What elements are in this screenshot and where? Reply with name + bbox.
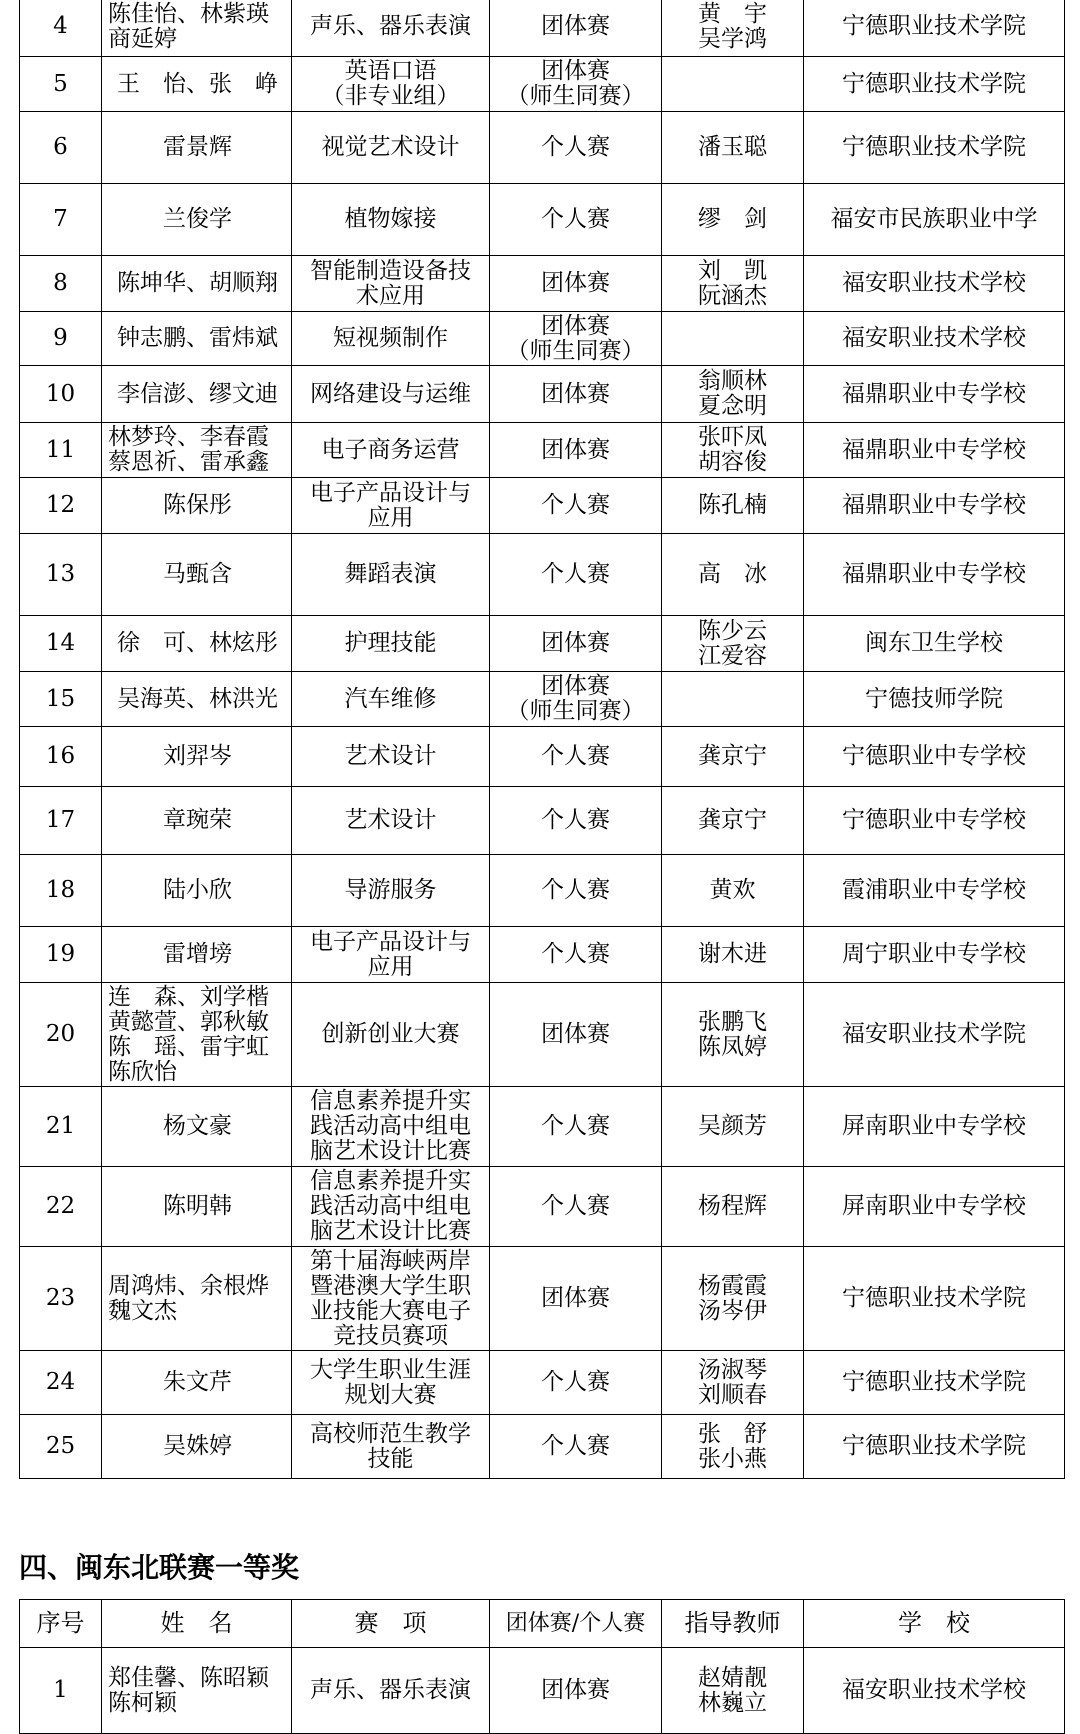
cell-teachers-line: 陈少云 xyxy=(698,617,767,644)
cell-names-line: 陈明韩 xyxy=(163,1193,232,1219)
cell-school: 福安职业技术学校 xyxy=(804,1648,1065,1734)
cell-names-line: 蔡恩祈、雷承鑫 xyxy=(108,449,269,475)
awards-table xyxy=(19,0,1065,1479)
cell-school: 闽东卫生学校 xyxy=(804,616,1065,672)
cell-teachers xyxy=(662,1167,804,1247)
cell-type-line: 个人赛 xyxy=(541,1113,610,1139)
cell-school: 福安市民族职业中学 xyxy=(804,184,1065,256)
cell-event-line: 践活动高中组电 xyxy=(310,1193,471,1219)
cell-event-line: 植物嫁接 xyxy=(344,206,437,232)
cell-type xyxy=(490,855,662,927)
table-row xyxy=(20,312,1065,366)
cell-event-line: 电子产品设计与 xyxy=(310,928,471,955)
cell-event-line: 电子商务运营 xyxy=(321,436,460,463)
cell-event xyxy=(292,1351,490,1415)
cell-event xyxy=(292,727,490,787)
cell-teachers xyxy=(662,423,804,478)
cell-names-line: 雷景辉 xyxy=(163,134,232,160)
cell-names xyxy=(102,423,292,478)
cell-event-line: 脑艺术设计比赛 xyxy=(310,1218,471,1244)
cell-names-line: 陈佳怡、林紫瑛 xyxy=(108,0,269,27)
cell-school: 周宁职业中专学校 xyxy=(804,927,1065,983)
cell-school: 宁德职业技术学院 xyxy=(804,0,1065,57)
cell-names-line: 李信澎、缪文迪 xyxy=(117,380,278,407)
cell-event-line: 网络建设与运维 xyxy=(310,380,471,407)
cell-names xyxy=(102,184,292,256)
cell-teachers-line: 赵婧靓 xyxy=(698,1664,767,1691)
cell-names xyxy=(102,0,292,57)
cell-names-line: 雷增塝 xyxy=(163,941,232,967)
cell-school: 宁德职业技术学院 xyxy=(804,1247,1065,1351)
cell-names-line: 陈欣怡 xyxy=(108,1058,177,1085)
cell-no: 12 xyxy=(20,478,102,534)
cell-event xyxy=(292,787,490,855)
cell-names xyxy=(102,112,292,184)
table-row xyxy=(20,855,1065,927)
cell-names xyxy=(102,366,292,423)
cell-teachers xyxy=(662,1415,804,1479)
cell-teachers xyxy=(662,927,804,983)
cell-teachers-line: 胡容俊 xyxy=(698,449,767,475)
cell-names-line: 黄懿萱、郭秋敏 xyxy=(108,1008,269,1035)
cell-names xyxy=(102,1351,292,1415)
cell-names-line: 魏文杰 xyxy=(108,1297,177,1324)
cell-event xyxy=(292,57,490,112)
cell-teachers xyxy=(662,855,804,927)
cell-no: 5 xyxy=(20,57,102,112)
cell-school: 霞浦职业中专学校 xyxy=(804,855,1065,927)
cell-type xyxy=(490,1167,662,1247)
header-event: 赛 项 xyxy=(292,1600,490,1648)
cell-teachers-line: 黄 宇 xyxy=(698,0,767,27)
cell-names-line: 兰俊学 xyxy=(163,206,232,232)
cell-type xyxy=(490,423,662,478)
cell-type-line: 团体赛 xyxy=(541,380,610,407)
cell-type-line: 团体赛 xyxy=(541,270,610,296)
cell-names xyxy=(102,256,292,312)
cell-teachers-line: 吴颜芳 xyxy=(698,1113,767,1139)
cell-type-line: 团体赛 xyxy=(541,1285,610,1311)
cell-names-line: 朱文芹 xyxy=(163,1369,232,1395)
cell-event xyxy=(292,1247,490,1351)
cell-event xyxy=(292,256,490,312)
cell-type xyxy=(490,478,662,534)
cell-event-line: 应用 xyxy=(367,953,414,980)
cell-teachers xyxy=(662,787,804,855)
cell-event-line: 艺术设计 xyxy=(344,743,437,769)
cell-teachers-line: 龚京宁 xyxy=(698,807,767,833)
cell-type-line: 个人赛 xyxy=(541,492,610,518)
cell-event-line: 艺术设计 xyxy=(344,807,437,833)
cell-type-line: 团体赛 xyxy=(541,312,610,339)
cell-names xyxy=(102,57,292,112)
cell-names-line: 陈坤华、胡顺翔 xyxy=(117,270,278,296)
cell-teachers xyxy=(662,57,804,112)
cell-type xyxy=(490,184,662,256)
table-row xyxy=(20,1087,1065,1167)
table-row xyxy=(20,1415,1065,1479)
cell-school: 宁德职业中专学校 xyxy=(804,787,1065,855)
cell-event-line: 舞蹈表演 xyxy=(344,561,437,587)
cell-type xyxy=(490,1247,662,1351)
cell-teachers-line: 谢木进 xyxy=(698,941,767,967)
cell-type xyxy=(490,1351,662,1415)
cell-no: 9 xyxy=(20,312,102,366)
cell-no: 15 xyxy=(20,672,102,727)
cell-type xyxy=(490,0,662,57)
cell-names xyxy=(102,927,292,983)
cell-teachers-line: 潘玉聪 xyxy=(698,134,767,160)
cell-school: 宁德职业技术学院 xyxy=(804,1415,1065,1479)
cell-type-line: 个人赛 xyxy=(541,743,610,769)
cell-event-line: （非专业组） xyxy=(321,83,460,109)
cell-school: 福安职业技术学院 xyxy=(804,983,1065,1087)
cell-event-line: 术应用 xyxy=(356,282,425,309)
cell-event-line: 践活动高中组电 xyxy=(310,1113,471,1139)
cell-teachers-line: 阮涵杰 xyxy=(698,282,767,309)
cell-teachers-line: 汤岑伊 xyxy=(698,1297,767,1324)
cell-teachers xyxy=(662,366,804,423)
section-heading: 四、闽东北联赛一等奖 xyxy=(19,1551,300,1584)
cell-names-line: 周鸿炜、余根烨 xyxy=(108,1272,269,1299)
cell-event-line: 智能制造设备技 xyxy=(310,257,471,284)
cell-names xyxy=(102,1087,292,1167)
cell-teachers xyxy=(662,0,804,57)
first-prize-table-body xyxy=(20,1648,1065,1734)
cell-teachers-line: 杨程辉 xyxy=(698,1193,767,1219)
cell-event xyxy=(292,184,490,256)
header-teachers: 指导教师 xyxy=(662,1600,804,1648)
cell-names-line: 陈 瑶、雷宇虹 xyxy=(108,1033,269,1060)
cell-names-line: 连 森、刘学楷 xyxy=(108,983,269,1010)
table-row xyxy=(20,1648,1065,1734)
cell-event xyxy=(292,672,490,727)
cell-no: 23 xyxy=(20,1247,102,1351)
cell-event xyxy=(292,0,490,57)
cell-type xyxy=(490,1087,662,1167)
cell-school: 宁德职业中专学校 xyxy=(804,727,1065,787)
cell-teachers xyxy=(662,983,804,1087)
cell-type xyxy=(490,983,662,1087)
cell-type xyxy=(490,366,662,423)
cell-names-line: 陈保彤 xyxy=(163,492,232,518)
cell-names-line: 杨文豪 xyxy=(163,1113,232,1139)
cell-teachers xyxy=(662,616,804,672)
cell-teachers-line: 江爱容 xyxy=(698,642,767,669)
cell-teachers-line: 杨霞霞 xyxy=(698,1272,767,1299)
cell-event xyxy=(292,983,490,1087)
cell-school: 宁德职业技术学院 xyxy=(804,112,1065,184)
cell-type xyxy=(490,112,662,184)
table-row xyxy=(20,256,1065,312)
cell-type-line: 个人赛 xyxy=(541,941,610,967)
header-names: 姓 名 xyxy=(102,1600,292,1648)
table-row xyxy=(20,1167,1065,1247)
header-type: 团体赛/个人赛 xyxy=(490,1600,662,1648)
cell-event-line: 英语口语 xyxy=(344,58,437,84)
cell-school: 福鼎职业中专学校 xyxy=(804,366,1065,423)
cell-teachers-line: 夏念明 xyxy=(698,393,767,419)
cell-event-line: 竞技员赛项 xyxy=(333,1322,448,1349)
table-row xyxy=(20,983,1065,1087)
cell-type-line: （师生同赛） xyxy=(506,83,645,109)
cell-type xyxy=(490,1648,662,1734)
cell-no: 22 xyxy=(20,1167,102,1247)
cell-type-line: 团体赛 xyxy=(541,1677,610,1703)
cell-names xyxy=(102,616,292,672)
cell-school: 福安职业技术学校 xyxy=(804,256,1065,312)
cell-school: 福鼎职业中专学校 xyxy=(804,423,1065,478)
cell-event-line: 脑艺术设计比赛 xyxy=(310,1138,471,1164)
cell-teachers-line: 张吓凤 xyxy=(698,424,767,450)
cell-names-line: 林梦玲、李春霞 xyxy=(108,424,269,450)
cell-event xyxy=(292,1087,490,1167)
cell-names xyxy=(102,672,292,727)
cell-teachers xyxy=(662,184,804,256)
cell-type xyxy=(490,534,662,616)
cell-type-line: 团体赛 xyxy=(541,436,610,463)
cell-type-line: 个人赛 xyxy=(541,134,610,160)
cell-names xyxy=(102,312,292,366)
cell-names-line: 徐 可、林炫彤 xyxy=(117,630,278,656)
cell-school: 宁德职业技术学院 xyxy=(804,57,1065,112)
cell-type-line: 个人赛 xyxy=(541,561,610,587)
cell-type-line: 团体赛 xyxy=(541,13,610,39)
cell-teachers xyxy=(662,256,804,312)
cell-teachers xyxy=(662,1087,804,1167)
cell-event-line: 声乐、器乐表演 xyxy=(310,13,471,39)
cell-no: 7 xyxy=(20,184,102,256)
cell-no: 24 xyxy=(20,1351,102,1415)
cell-type xyxy=(490,787,662,855)
cell-no: 25 xyxy=(20,1415,102,1479)
cell-event xyxy=(292,616,490,672)
cell-names xyxy=(102,787,292,855)
cell-school: 宁德职业技术学院 xyxy=(804,1351,1065,1415)
cell-school: 福安职业技术学校 xyxy=(804,312,1065,366)
cell-teachers xyxy=(662,672,804,727)
cell-names xyxy=(102,1415,292,1479)
cell-type xyxy=(490,256,662,312)
table-row xyxy=(20,1247,1065,1351)
cell-names-line: 章琬荣 xyxy=(163,807,232,833)
cell-names xyxy=(102,1648,292,1734)
table-row xyxy=(20,672,1065,727)
cell-teachers-line: 张 舒 xyxy=(698,1420,767,1447)
cell-names xyxy=(102,1247,292,1351)
cell-names-line: 陆小欣 xyxy=(163,877,232,903)
first-prize-table xyxy=(19,1599,1065,1734)
table-row xyxy=(20,184,1065,256)
cell-event-line: 暨港澳大学生职 xyxy=(310,1272,471,1299)
cell-type-line: 团体赛 xyxy=(541,1021,610,1047)
cell-teachers-line: 刘顺春 xyxy=(698,1381,767,1408)
cell-no: 10 xyxy=(20,366,102,423)
cell-teachers xyxy=(662,727,804,787)
cell-teachers-line: 张鹏飞 xyxy=(698,1008,767,1035)
cell-no: 6 xyxy=(20,112,102,184)
cell-type xyxy=(490,57,662,112)
cell-event-line: 信息素养提升实 xyxy=(310,1168,471,1194)
cell-names-line: 刘羿岑 xyxy=(163,743,232,769)
cell-event xyxy=(292,112,490,184)
cell-teachers xyxy=(662,112,804,184)
cell-teachers-line: 龚京宁 xyxy=(698,743,767,769)
table-row xyxy=(20,112,1065,184)
cell-type xyxy=(490,927,662,983)
cell-type-line: 团体赛 xyxy=(541,58,610,84)
cell-event-line: 创新创业大赛 xyxy=(321,1021,460,1047)
cell-event-line: 业技能大赛电子 xyxy=(310,1297,471,1324)
cell-teachers-line: 翁顺林 xyxy=(698,368,767,394)
cell-type xyxy=(490,312,662,366)
cell-event-line: 大学生职业生涯 xyxy=(310,1356,471,1383)
cell-teachers-line: 张小燕 xyxy=(698,1445,767,1472)
cell-teachers-line: 吴学鸿 xyxy=(698,25,767,52)
cell-event-line: 规划大赛 xyxy=(344,1381,437,1408)
cell-names xyxy=(102,983,292,1087)
cell-names-line: 郑佳馨、陈昭颖 xyxy=(108,1664,269,1691)
cell-teachers xyxy=(662,1648,804,1734)
cell-no: 17 xyxy=(20,787,102,855)
header-school: 学 校 xyxy=(804,1600,1065,1648)
cell-school: 宁德技师学院 xyxy=(804,672,1065,727)
table-row xyxy=(20,616,1065,672)
cell-teachers xyxy=(662,1351,804,1415)
cell-no: 1 xyxy=(20,1648,102,1734)
cell-no: 21 xyxy=(20,1087,102,1167)
table-row xyxy=(20,727,1065,787)
cell-event-line: 汽车维修 xyxy=(344,685,437,712)
table-row xyxy=(20,366,1065,423)
cell-no: 16 xyxy=(20,727,102,787)
cell-school: 屏南职业中专学校 xyxy=(804,1167,1065,1247)
cell-teachers-line: 陈孔楠 xyxy=(698,492,767,518)
cell-names xyxy=(102,478,292,534)
cell-teachers-line: 刘 凯 xyxy=(698,257,767,284)
cell-no: 20 xyxy=(20,983,102,1087)
cell-names-line: 吴姝婷 xyxy=(163,1433,232,1459)
cell-type xyxy=(490,672,662,727)
cell-type-line: （师生同赛） xyxy=(506,698,645,724)
cell-names xyxy=(102,534,292,616)
cell-school: 屏南职业中专学校 xyxy=(804,1087,1065,1167)
table-row xyxy=(20,0,1065,57)
cell-event-line: 技能 xyxy=(367,1445,414,1472)
cell-type-line: 个人赛 xyxy=(541,877,610,903)
table-row xyxy=(20,423,1065,478)
cell-school: 福鼎职业中专学校 xyxy=(804,478,1065,534)
cell-type-line: 团体赛 xyxy=(541,673,610,699)
cell-names xyxy=(102,855,292,927)
table-row xyxy=(20,478,1065,534)
cell-type-line: （师生同赛） xyxy=(506,337,645,364)
cell-type-line: 个人赛 xyxy=(541,1369,610,1395)
cell-no: 11 xyxy=(20,423,102,478)
cell-names-line: 王 怡、张 峥 xyxy=(117,70,278,97)
cell-teachers xyxy=(662,534,804,616)
cell-no: 14 xyxy=(20,616,102,672)
header-row xyxy=(20,1600,1065,1648)
table-row xyxy=(20,57,1065,112)
cell-teachers-line: 汤淑琴 xyxy=(698,1356,767,1383)
cell-type xyxy=(490,727,662,787)
cell-type-line: 个人赛 xyxy=(541,1193,610,1219)
cell-event-line: 电子产品设计与 xyxy=(310,479,471,506)
awards-table-body xyxy=(20,0,1065,1479)
cell-event-line: 视觉艺术设计 xyxy=(321,134,460,160)
cell-event xyxy=(292,1415,490,1479)
cell-event-line: 短视频制作 xyxy=(333,325,448,351)
cell-event-line: 高校师范生教学 xyxy=(310,1420,471,1447)
cell-event-line: 声乐、器乐表演 xyxy=(310,1677,471,1703)
cell-teachers-line: 缪 剑 xyxy=(698,206,767,232)
cell-no: 13 xyxy=(20,534,102,616)
cell-names-line: 钟志鹏、雷炜斌 xyxy=(117,325,278,351)
cell-no: 8 xyxy=(20,256,102,312)
cell-names-line: 商延婷 xyxy=(108,25,177,52)
cell-teachers xyxy=(662,1247,804,1351)
cell-teachers-line: 林巍立 xyxy=(698,1689,767,1716)
cell-event xyxy=(292,1648,490,1734)
cell-no: 18 xyxy=(20,855,102,927)
cell-event xyxy=(292,366,490,423)
cell-event xyxy=(292,1167,490,1247)
cell-event xyxy=(292,927,490,983)
cell-type-line: 个人赛 xyxy=(541,807,610,833)
cell-event-line: 信息素养提升实 xyxy=(310,1088,471,1114)
cell-type-line: 个人赛 xyxy=(541,1433,610,1459)
cell-event xyxy=(292,534,490,616)
cell-names xyxy=(102,1167,292,1247)
cell-school: 福鼎职业中专学校 xyxy=(804,534,1065,616)
cell-event-line: 第十届海峡两岸 xyxy=(310,1247,471,1274)
cell-names-line: 吴海英、林洪光 xyxy=(117,685,278,712)
cell-teachers-line: 陈凤婷 xyxy=(698,1033,767,1060)
cell-event-line: 导游服务 xyxy=(344,877,437,903)
cell-type xyxy=(490,1415,662,1479)
cell-type-line: 个人赛 xyxy=(541,206,610,232)
cell-names-line: 陈柯颖 xyxy=(108,1689,177,1716)
cell-teachers xyxy=(662,478,804,534)
cell-no: 4 xyxy=(20,0,102,57)
cell-names xyxy=(102,727,292,787)
cell-event-line: 护理技能 xyxy=(344,630,437,656)
cell-names-line: 马甄含 xyxy=(163,561,232,587)
cell-teachers-line: 高 冰 xyxy=(698,561,767,587)
table-row xyxy=(20,927,1065,983)
cell-type xyxy=(490,616,662,672)
cell-no: 19 xyxy=(20,927,102,983)
cell-type-line: 团体赛 xyxy=(541,630,610,656)
cell-event-line: 应用 xyxy=(367,504,414,531)
cell-teachers-line: 黄欢 xyxy=(709,877,756,903)
table-row xyxy=(20,787,1065,855)
table-row xyxy=(20,534,1065,616)
header-no: 序号 xyxy=(20,1600,102,1648)
table-row xyxy=(20,1351,1065,1415)
cell-event xyxy=(292,855,490,927)
cell-event xyxy=(292,423,490,478)
cell-event xyxy=(292,478,490,534)
cell-event xyxy=(292,312,490,366)
cell-teachers xyxy=(662,312,804,366)
